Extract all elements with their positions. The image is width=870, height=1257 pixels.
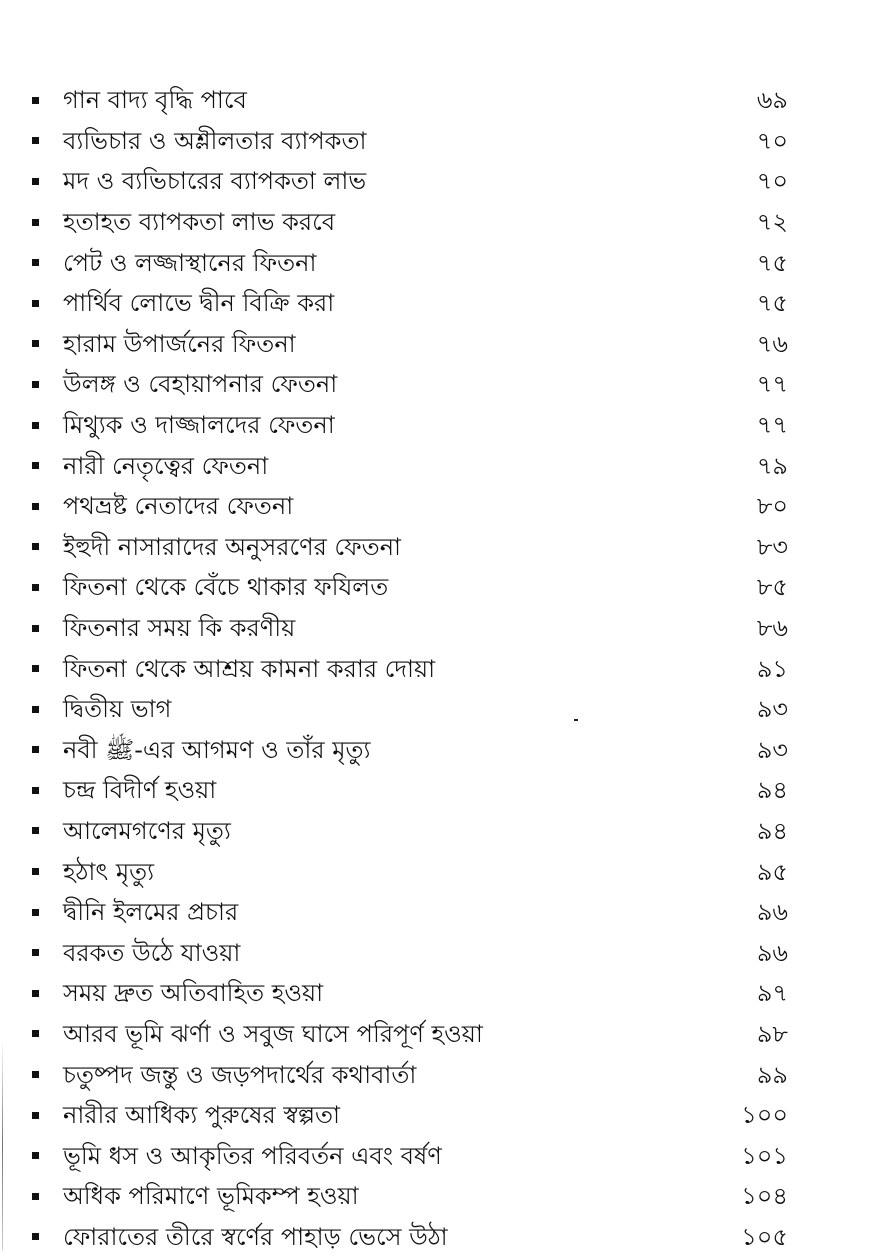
toc-entry-title: হারাম উপার্জনের ফিতনা	[63, 329, 296, 358]
square-bullet-icon	[32, 1030, 39, 1037]
square-bullet-icon	[32, 665, 39, 672]
toc-entry-page-number: ১০৫	[741, 1222, 788, 1251]
square-bullet-icon	[32, 787, 39, 794]
toc-entry-page-number: ১০০	[741, 1101, 788, 1130]
toc-entry-title: নারী নেতৃত্বের ফেতনা	[63, 451, 269, 480]
toc-entry-title: মদ ও ব্যভিচারের ব্যাপকতা লাভ	[63, 167, 367, 196]
square-bullet-icon	[32, 746, 39, 753]
toc-entry	[26, 648, 796, 689]
toc-entry-page-number: ৭২	[756, 208, 788, 237]
square-bullet-icon	[32, 1112, 39, 1119]
toc-entry	[26, 567, 796, 608]
toc-entry-page-number: ৯৩	[756, 695, 788, 724]
toc-entry	[26, 80, 796, 121]
square-bullet-icon	[32, 584, 39, 591]
square-bullet-icon	[32, 462, 39, 469]
square-bullet-icon	[32, 178, 39, 185]
toc-entry	[26, 1095, 796, 1136]
toc-entry	[26, 527, 796, 568]
toc-entry-title: ফিতনা থেকে বেঁচে থাকার ফযিলত	[63, 573, 389, 602]
toc-entry	[26, 283, 796, 324]
square-bullet-icon	[32, 340, 39, 347]
toc-entry-page-number: ৯৭	[756, 979, 788, 1008]
toc-entry	[26, 689, 796, 730]
toc-entry	[26, 445, 796, 486]
toc-entry	[26, 121, 796, 162]
toc-entry	[26, 202, 796, 243]
square-bullet-icon	[32, 868, 39, 875]
toc-entry	[26, 851, 796, 892]
toc-entry-page-number: ১০১	[741, 1141, 788, 1170]
toc-entry-title: চন্দ্র বিদীর্ণ হওয়া	[63, 776, 217, 805]
square-bullet-icon	[32, 625, 39, 632]
toc-entry-title: পেট ও লজ্জাস্থানের ফিতনা	[63, 248, 317, 277]
toc-entry-title: মিথ্যুক ও দাজ্জালদের ফেতনা	[63, 411, 335, 440]
toc-entry	[26, 161, 796, 202]
toc-entry-title: চতুষ্পদ জন্তু ও জড়পদার্থের কথাবার্তা	[63, 1060, 417, 1089]
toc-entry-page-number: ৬৯	[756, 86, 788, 115]
square-bullet-icon	[32, 422, 39, 429]
toc-entry-title: নারীর আধিক্য পুরুষের স্বল্পতা	[63, 1101, 340, 1130]
toc-entry-page-number: ৭০	[756, 167, 788, 196]
toc-entry-title: পার্থিব লোভে দ্বীন বিক্রি করা	[63, 289, 335, 318]
square-bullet-icon	[32, 137, 39, 144]
toc-entry	[26, 1135, 796, 1176]
toc-entry-title: ব্যভিচার ও অশ্লীলতার ব্যাপকতা	[63, 126, 367, 155]
toc-entry-page-number: ৯৯	[756, 1060, 788, 1089]
toc-entry	[26, 242, 796, 283]
square-bullet-icon	[32, 381, 39, 388]
toc-entry-page-number: ৯৬	[756, 938, 788, 967]
toc-entry	[26, 892, 796, 933]
square-bullet-icon	[32, 219, 39, 226]
toc-entry	[26, 932, 796, 973]
toc-entry	[26, 770, 796, 811]
scan-speck	[574, 719, 578, 721]
toc-entry-page-number: ৭৯	[756, 451, 788, 480]
toc-entry-page-number: ৮৩	[756, 532, 788, 561]
toc-entry-page-number: ৭৬	[756, 329, 788, 358]
toc-entry-page-number: ৯১	[756, 654, 788, 683]
toc-entry-page-number: ৭৫	[756, 289, 788, 318]
square-bullet-icon	[32, 1233, 39, 1240]
square-bullet-icon	[32, 827, 39, 834]
toc-entry-title: ফিতনা থেকে আশ্রয় কামনা করার দোয়া	[63, 654, 436, 683]
toc-entry-page-number: ১০৪	[741, 1182, 788, 1211]
toc-entry-page-number: ৯৫	[756, 857, 788, 886]
scan-edge-mark	[2, 1040, 3, 1250]
toc-entry-title: অধিক পরিমাণে ভূমিকম্প হওয়া	[63, 1182, 359, 1211]
square-bullet-icon	[32, 706, 39, 713]
square-bullet-icon	[32, 1152, 39, 1159]
toc-entry-title: ফিতনার সময় কি করণীয়	[63, 614, 296, 643]
square-bullet-icon	[32, 259, 39, 266]
toc-entry-title: আলেমগণের মৃত্যু	[63, 816, 231, 845]
square-bullet-icon	[32, 949, 39, 956]
toc-entry	[26, 1054, 796, 1095]
toc-entry	[26, 364, 796, 405]
toc-entry-page-number: ৯৪	[756, 776, 788, 805]
table-of-contents	[26, 80, 796, 1257]
toc-entry	[26, 730, 796, 771]
toc-entry-page-number: ৭৫	[756, 248, 788, 277]
toc-entry	[26, 608, 796, 649]
toc-entry-page-number: ৯৮	[756, 1019, 788, 1048]
toc-entry-page-number: ৭৭	[756, 411, 788, 440]
toc-entry-title: উলঙ্গ ও বেহায়াপনার ফেতনা	[63, 370, 338, 399]
toc-entry-page-number: ৯৪	[756, 816, 788, 845]
toc-entry	[26, 1014, 796, 1055]
square-bullet-icon	[32, 990, 39, 997]
toc-entry-title: ভূমি ধস ও আকৃতির পরিবর্তন এবং বর্ষণ	[63, 1141, 442, 1170]
toc-entry-title: হঠাৎ মৃত্যু	[63, 857, 155, 886]
toc-entry-title: দ্বিতীয় ভাগ	[63, 695, 172, 724]
toc-entry	[26, 405, 796, 446]
toc-entry-title: নবী ﷺ-এর আগমণ ও তাঁর মৃত্যু	[63, 735, 371, 764]
square-bullet-icon	[32, 97, 39, 104]
toc-entry	[26, 1176, 796, 1217]
square-bullet-icon	[32, 300, 39, 307]
toc-entry	[26, 486, 796, 527]
square-bullet-icon	[32, 909, 39, 916]
toc-entry	[26, 1217, 796, 1257]
toc-entry-title: সময় দ্রুত অতিবাহিত হওয়া	[63, 979, 324, 1008]
toc-entry	[26, 973, 796, 1014]
toc-entry-page-number: ৯৩	[756, 735, 788, 764]
toc-entry-title: বরকত উঠে যাওয়া	[63, 938, 241, 967]
toc-entry	[26, 811, 796, 852]
toc-entry	[26, 324, 796, 365]
toc-entry-title: দ্বীনি ইলমের প্রচার	[63, 898, 239, 927]
toc-entry-title: হতাহত ব্যাপকতা লাভ করবে	[63, 208, 336, 237]
toc-entry-page-number: ৮০	[756, 492, 788, 521]
square-bullet-icon	[32, 543, 39, 550]
toc-entry-page-number: ৭৭	[756, 370, 788, 399]
toc-entry-title: ইহুদী নাসারাদের অনুসরণের ফেতনা	[63, 532, 401, 561]
toc-entry-page-number: ৮৬	[756, 614, 788, 643]
toc-entry-title: আরব ভূমি ঝর্ণা ও সবুজ ঘাসে পরিপূর্ণ হওয়া	[63, 1019, 483, 1048]
toc-entry-title: পথভ্রষ্ট নেতাদের ফেতনা	[63, 492, 294, 521]
toc-entry-page-number: ৮৫	[756, 573, 788, 602]
toc-entry-title: গান বাদ্য বৃদ্ধি পাবে	[63, 86, 247, 115]
toc-entry-page-number: ৯৬	[756, 898, 788, 927]
square-bullet-icon	[32, 1193, 39, 1200]
toc-entry-title: ফোরাতের তীরে স্বর্ণের পাহাড় ভেসে উঠা	[63, 1222, 448, 1251]
toc-entry-page-number: ৭০	[756, 126, 788, 155]
square-bullet-icon	[32, 1071, 39, 1078]
square-bullet-icon	[32, 503, 39, 510]
